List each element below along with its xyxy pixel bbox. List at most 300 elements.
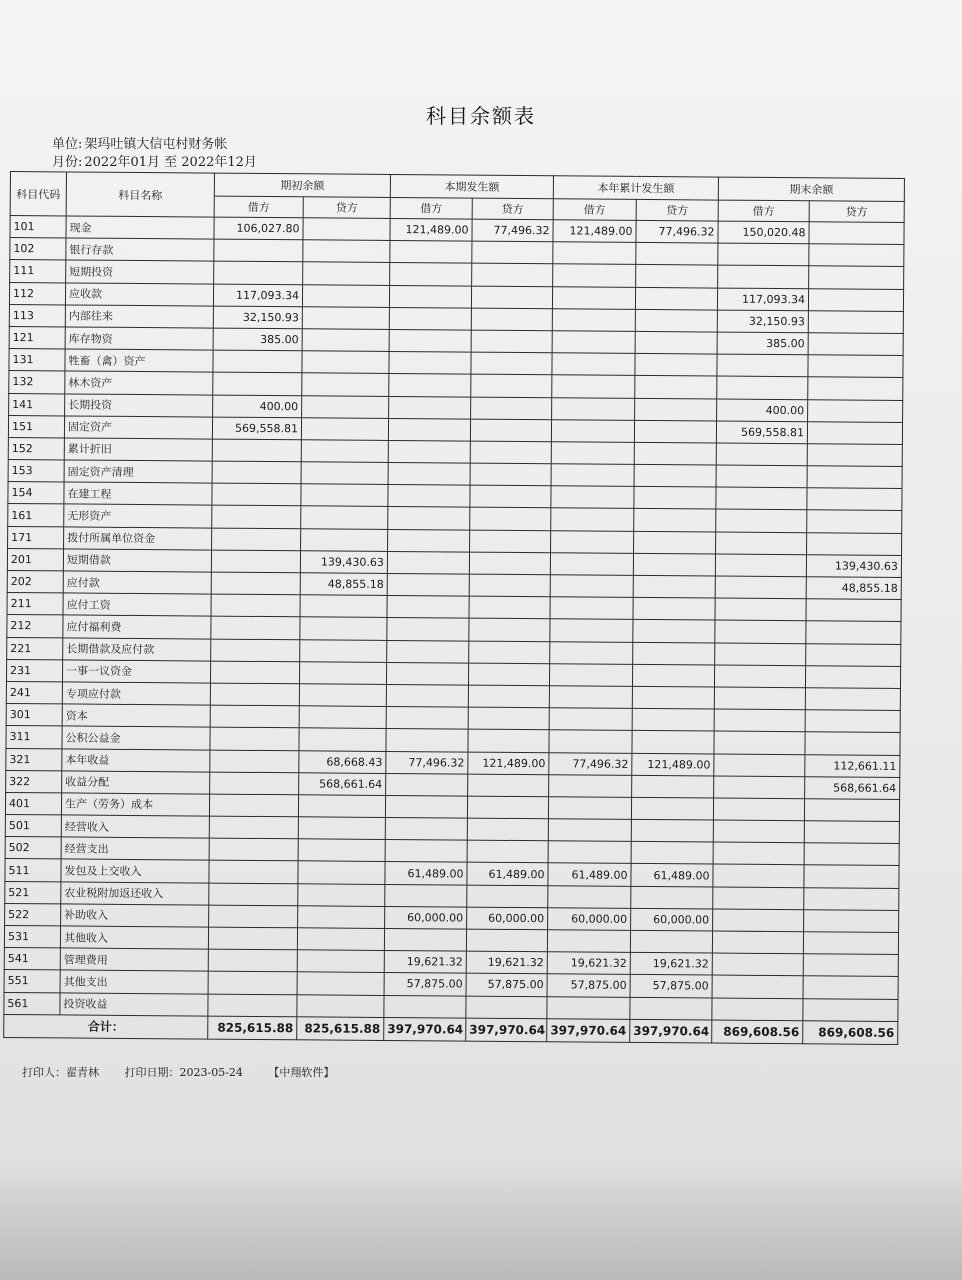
account-name: 在建工程 xyxy=(64,482,212,505)
opening-debit xyxy=(211,616,300,639)
closing-credit xyxy=(805,688,900,711)
ytd-debit xyxy=(550,575,633,598)
period-line xyxy=(52,151,257,170)
account-name: 林木资产 xyxy=(65,371,213,394)
printer-name: 打印人：翟青林 xyxy=(22,1066,99,1079)
ytd-debit xyxy=(548,841,631,864)
opening-credit xyxy=(302,329,389,352)
total-opening-credit: 825,615.88 xyxy=(297,1017,384,1041)
closing-credit: 112,661.11 xyxy=(805,754,900,777)
current-credit xyxy=(471,308,552,331)
ytd-debit xyxy=(549,774,632,797)
account-code: 551 xyxy=(4,970,60,993)
ytd-debit xyxy=(550,641,633,664)
opening-credit xyxy=(301,440,388,463)
ytd-debit xyxy=(552,375,635,398)
current-debit xyxy=(388,529,470,552)
current-debit xyxy=(389,307,471,330)
account-name: 固定资产 xyxy=(64,416,212,439)
current-debit xyxy=(388,440,470,463)
opening-debit xyxy=(213,372,302,395)
account-code: 311 xyxy=(6,726,62,749)
current-credit xyxy=(469,596,550,619)
opening-credit xyxy=(302,307,389,330)
opening-credit xyxy=(298,883,385,906)
ytd-credit xyxy=(633,620,715,643)
ytd-debit xyxy=(552,286,635,309)
ytd-credit xyxy=(635,309,717,332)
closing-credit xyxy=(808,399,903,422)
ytd-debit xyxy=(551,442,634,465)
opening-credit xyxy=(300,595,387,618)
ytd-credit xyxy=(632,709,714,732)
opening-credit xyxy=(298,795,385,818)
account-name: 无形资产 xyxy=(64,504,212,527)
current-debit xyxy=(387,573,469,596)
account-code: 541 xyxy=(4,948,60,971)
closing-debit xyxy=(717,354,808,377)
closing-credit xyxy=(808,288,903,311)
ytd-credit xyxy=(636,265,718,288)
account-code: 141 xyxy=(9,393,65,416)
closing-credit xyxy=(807,421,902,444)
account-name: 经营收入 xyxy=(61,815,209,838)
closing-debit xyxy=(716,509,807,532)
account-name: 投资收益 xyxy=(60,992,208,1015)
account-code: 322 xyxy=(6,770,62,793)
opening-debit xyxy=(209,883,298,906)
account-name: 收益分配 xyxy=(62,771,210,794)
unit-label: 单位: xyxy=(52,137,83,152)
account-name: 内部往来 xyxy=(65,305,213,328)
account-code: 112 xyxy=(9,282,65,305)
current-credit xyxy=(469,552,550,575)
current-debit xyxy=(389,352,471,375)
account-code: 401 xyxy=(5,792,61,815)
closing-credit: 568,661.64 xyxy=(805,776,900,799)
ytd-debit: 57,875.00 xyxy=(547,974,630,997)
opening-debit xyxy=(212,483,301,506)
opening-credit xyxy=(299,684,386,707)
opening-debit xyxy=(212,439,301,462)
account-code: 221 xyxy=(7,637,63,660)
opening-credit xyxy=(297,972,384,995)
current-debit xyxy=(387,551,469,574)
header-ytd-credit: 贷方 xyxy=(636,199,718,221)
current-debit: 77,496.32 xyxy=(386,751,468,774)
account-name: 长期借款及应付款 xyxy=(63,637,211,660)
print-footer xyxy=(22,1064,356,1080)
closing-credit xyxy=(807,466,902,489)
ytd-credit xyxy=(633,642,715,665)
ytd-debit xyxy=(551,464,634,487)
ytd-debit: 121,489.00 xyxy=(553,220,636,243)
account-code: 241 xyxy=(6,681,62,704)
closing-debit xyxy=(714,665,805,688)
total-label: 合计： xyxy=(4,1014,208,1039)
opening-credit xyxy=(303,262,390,285)
closing-credit: 139,430.63 xyxy=(806,555,901,578)
ytd-credit: 61,489.00 xyxy=(631,864,713,887)
header-closing-debit: 借方 xyxy=(718,200,809,222)
software-name: 【中翔软件】 xyxy=(268,1066,335,1079)
current-credit xyxy=(468,774,549,797)
closing-debit: 32,150.93 xyxy=(717,310,808,333)
account-name: 其他收入 xyxy=(60,926,208,949)
ytd-credit xyxy=(635,354,717,377)
current-credit xyxy=(472,264,553,287)
closing-credit xyxy=(807,488,902,511)
current-debit: 121,489.00 xyxy=(390,218,472,241)
current-credit xyxy=(471,330,552,353)
account-code: 171 xyxy=(8,526,64,549)
current-credit xyxy=(469,574,550,597)
current-credit xyxy=(471,397,552,420)
closing-debit xyxy=(714,731,805,754)
closing-debit xyxy=(714,709,805,732)
current-credit xyxy=(467,885,548,908)
header-code: 科目代码 xyxy=(10,172,66,216)
closing-credit xyxy=(805,666,900,689)
ytd-debit xyxy=(548,819,631,842)
ytd-credit xyxy=(631,886,713,909)
closing-debit xyxy=(717,376,808,399)
ytd-debit xyxy=(550,619,633,642)
current-debit xyxy=(389,285,471,308)
account-code: 201 xyxy=(7,548,63,571)
opening-debit xyxy=(210,750,299,773)
current-credit xyxy=(466,929,547,952)
current-credit xyxy=(472,241,553,264)
total-closing-debit: 869,608.56 xyxy=(712,1020,803,1044)
print-date: 打印日期：2023-05-24 xyxy=(124,1066,243,1079)
current-credit: 60,000.00 xyxy=(467,907,548,930)
current-debit xyxy=(386,773,468,796)
closing-credit xyxy=(809,244,904,267)
ytd-credit xyxy=(634,531,716,554)
ytd-debit: 19,621.32 xyxy=(547,952,630,975)
header-ytd: 本年累计发生额 xyxy=(553,176,718,200)
ytd-debit: 61,489.00 xyxy=(548,863,631,886)
unit-value: 架玛吐镇大信屯村财务帐 xyxy=(84,137,228,152)
ytd-credit xyxy=(635,287,717,310)
opening-debit xyxy=(212,461,301,484)
header-ytd-debit: 借方 xyxy=(553,199,636,221)
current-debit xyxy=(388,485,470,508)
current-credit xyxy=(470,441,551,464)
account-code: 102 xyxy=(10,238,66,261)
ytd-credit xyxy=(634,464,716,487)
account-code: 121 xyxy=(9,326,65,349)
photo-shadow xyxy=(0,1160,962,1280)
current-debit xyxy=(385,884,467,907)
current-debit xyxy=(389,329,471,352)
opening-debit xyxy=(210,705,299,728)
closing-debit xyxy=(715,576,806,599)
ytd-debit xyxy=(549,664,632,687)
closing-debit xyxy=(713,820,804,843)
header-current-debit: 借方 xyxy=(390,197,472,219)
closing-debit xyxy=(714,687,805,710)
opening-credit xyxy=(302,395,389,418)
account-name: 固定资产清理 xyxy=(64,460,212,483)
opening-credit xyxy=(302,373,389,396)
opening-debit xyxy=(212,506,301,529)
account-name: 库存物资 xyxy=(65,327,213,350)
closing-credit xyxy=(804,799,899,822)
current-debit xyxy=(387,640,469,663)
ytd-debit xyxy=(552,397,635,420)
opening-credit xyxy=(300,617,387,640)
opening-debit: 385.00 xyxy=(213,328,302,351)
current-debit xyxy=(389,374,471,397)
header-opening: 期初余额 xyxy=(214,173,390,197)
ytd-credit xyxy=(630,997,712,1020)
closing-credit xyxy=(808,311,903,334)
current-debit xyxy=(388,507,470,530)
opening-credit: 568,661.64 xyxy=(299,772,386,795)
account-name: 管理费用 xyxy=(60,948,208,971)
ytd-debit xyxy=(548,797,631,820)
opening-debit xyxy=(208,994,297,1017)
opening-debit: 106,027.80 xyxy=(214,217,303,240)
opening-debit xyxy=(210,727,299,750)
current-credit xyxy=(466,996,547,1019)
opening-debit xyxy=(209,838,298,861)
account-name: 生产（劳务）成本 xyxy=(61,793,209,816)
account-code: 531 xyxy=(4,925,60,948)
closing-credit xyxy=(804,865,899,888)
opening-credit xyxy=(303,240,390,263)
current-credit xyxy=(467,840,548,863)
ytd-debit xyxy=(549,686,632,709)
account-code: 501 xyxy=(5,815,61,838)
account-name: 经营支出 xyxy=(61,837,209,860)
total-opening-debit: 825,615.88 xyxy=(208,1016,297,1040)
current-credit xyxy=(471,352,552,375)
closing-debit xyxy=(712,931,803,954)
current-debit xyxy=(385,840,467,863)
opening-debit xyxy=(214,261,303,284)
opening-debit xyxy=(210,661,299,684)
closing-credit xyxy=(804,910,899,933)
current-debit xyxy=(385,818,467,841)
opening-credit xyxy=(303,218,390,241)
opening-debit xyxy=(213,350,302,373)
closing-credit xyxy=(807,532,902,555)
account-name: 农业税附加返还收入 xyxy=(61,882,209,905)
opening-debit xyxy=(208,971,297,994)
opening-debit xyxy=(210,683,299,706)
account-code: 561 xyxy=(4,992,60,1015)
current-credit xyxy=(468,685,549,708)
opening-debit xyxy=(209,905,298,928)
account-code: 301 xyxy=(6,704,62,727)
account-code: 151 xyxy=(8,415,64,438)
closing-credit xyxy=(804,821,899,844)
current-debit: 57,875.00 xyxy=(384,973,466,996)
ytd-credit: 121,489.00 xyxy=(632,753,714,776)
closing-credit xyxy=(805,710,900,733)
ytd-credit xyxy=(632,686,714,709)
account-name: 累计折旧 xyxy=(64,438,212,461)
header-current-credit: 贷方 xyxy=(472,198,553,220)
account-name: 应付福利费 xyxy=(63,615,211,638)
current-debit xyxy=(385,795,467,818)
period-label: 月份: xyxy=(52,155,83,170)
ytd-credit: 60,000.00 xyxy=(631,908,713,931)
closing-debit xyxy=(718,243,809,266)
account-name: 应付款 xyxy=(63,571,211,594)
closing-credit xyxy=(806,599,901,622)
ytd-credit: 77,496.32 xyxy=(636,220,718,243)
ytd-credit xyxy=(631,819,713,842)
ytd-credit xyxy=(632,731,714,754)
opening-credit xyxy=(297,950,384,973)
closing-debit xyxy=(713,798,804,821)
account-code: 154 xyxy=(8,482,64,505)
closing-credit xyxy=(806,621,901,644)
ytd-credit xyxy=(634,420,716,443)
account-name: 专项应付款 xyxy=(62,682,210,705)
current-credit: 19,621.32 xyxy=(466,951,547,974)
closing-credit xyxy=(803,954,898,977)
opening-debit: 400.00 xyxy=(213,395,302,418)
current-credit: 121,489.00 xyxy=(468,752,549,775)
ytd-credit xyxy=(631,797,713,820)
account-code: 152 xyxy=(8,437,64,460)
closing-credit xyxy=(809,222,904,245)
account-name: 一事一议资金 xyxy=(62,660,210,683)
account-code: 522 xyxy=(5,903,61,926)
opening-credit xyxy=(297,928,384,951)
closing-credit xyxy=(803,976,898,999)
current-credit xyxy=(468,729,549,752)
closing-debit xyxy=(713,887,804,910)
current-debit xyxy=(390,263,472,286)
account-code: 511 xyxy=(5,859,61,882)
current-credit xyxy=(467,818,548,841)
account-code: 321 xyxy=(6,748,62,771)
ytd-debit xyxy=(549,708,632,731)
closing-debit xyxy=(716,487,807,510)
closing-debit: 150,020.48 xyxy=(718,221,809,244)
account-name: 短期投资 xyxy=(66,260,214,283)
opening-debit xyxy=(208,927,297,950)
ytd-debit xyxy=(552,353,635,376)
closing-credit xyxy=(805,732,900,755)
closing-debit xyxy=(713,909,804,932)
account-code: 521 xyxy=(5,881,61,904)
ytd-credit xyxy=(634,487,716,510)
account-code: 101 xyxy=(10,216,66,239)
opening-credit xyxy=(298,817,385,840)
closing-credit xyxy=(807,510,902,533)
closing-debit xyxy=(713,842,804,865)
closing-credit: 48,855.18 xyxy=(806,577,901,600)
opening-credit xyxy=(302,351,389,374)
closing-debit xyxy=(715,554,806,577)
opening-debit xyxy=(214,239,303,262)
closing-debit xyxy=(716,465,807,488)
current-debit xyxy=(386,707,468,730)
ytd-debit xyxy=(551,508,634,531)
total-ytd-debit: 397,970.64 xyxy=(547,1018,630,1042)
current-debit xyxy=(386,684,468,707)
opening-debit xyxy=(210,772,299,795)
account-code: 132 xyxy=(9,371,65,394)
ytd-debit: 77,496.32 xyxy=(549,752,632,775)
closing-credit xyxy=(808,333,903,356)
closing-credit xyxy=(803,932,898,955)
ytd-credit xyxy=(631,842,713,865)
current-credit xyxy=(468,707,549,730)
ytd-debit xyxy=(547,930,630,953)
header-current: 本期发生额 xyxy=(390,174,553,198)
opening-debit xyxy=(212,528,301,551)
report-title: 科目余额表 xyxy=(426,104,536,128)
ytd-debit xyxy=(552,331,635,354)
opening-credit xyxy=(301,462,388,485)
account-name: 现金 xyxy=(66,216,214,239)
ytd-credit xyxy=(633,598,715,621)
opening-credit xyxy=(299,728,386,751)
opening-credit xyxy=(301,417,388,440)
ytd-credit xyxy=(635,398,717,421)
ytd-credit: 57,875.00 xyxy=(630,975,712,998)
closing-credit xyxy=(807,444,902,467)
closing-debit: 117,093.34 xyxy=(717,288,808,311)
closing-debit xyxy=(713,864,804,887)
account-code: 202 xyxy=(7,570,63,593)
closing-debit xyxy=(714,776,805,799)
closing-credit xyxy=(804,843,899,866)
account-name: 短期借款 xyxy=(63,549,211,572)
ytd-debit xyxy=(550,553,633,576)
opening-debit xyxy=(209,861,298,884)
total-current-credit: 397,970.64 xyxy=(466,1018,547,1042)
current-credit: 77,496.32 xyxy=(472,219,553,242)
opening-credit xyxy=(299,706,386,729)
closing-debit xyxy=(712,975,803,998)
current-credit xyxy=(471,286,552,309)
closing-debit xyxy=(712,998,803,1021)
current-credit xyxy=(470,530,551,553)
account-code: 502 xyxy=(5,837,61,860)
account-name: 应收款 xyxy=(65,283,213,306)
current-credit: 61,489.00 xyxy=(467,863,548,886)
current-debit xyxy=(387,596,469,619)
ytd-debit xyxy=(552,309,635,332)
current-debit: 60,000.00 xyxy=(385,906,467,929)
current-debit xyxy=(386,662,468,685)
current-debit xyxy=(388,463,470,486)
current-debit xyxy=(386,729,468,752)
account-name: 银行存款 xyxy=(66,238,214,261)
closing-debit xyxy=(715,643,806,666)
account-name: 资本 xyxy=(62,704,210,727)
opening-credit: 48,855.18 xyxy=(300,573,387,596)
current-debit xyxy=(384,995,466,1018)
ytd-debit xyxy=(550,597,633,620)
account-code: 111 xyxy=(10,260,66,283)
account-name: 本年收益 xyxy=(62,748,210,771)
ytd-debit xyxy=(551,419,634,442)
account-code: 161 xyxy=(8,504,64,527)
header-opening-credit: 贷方 xyxy=(303,197,390,219)
account-code: 131 xyxy=(9,349,65,372)
opening-debit: 32,150.93 xyxy=(213,306,302,329)
